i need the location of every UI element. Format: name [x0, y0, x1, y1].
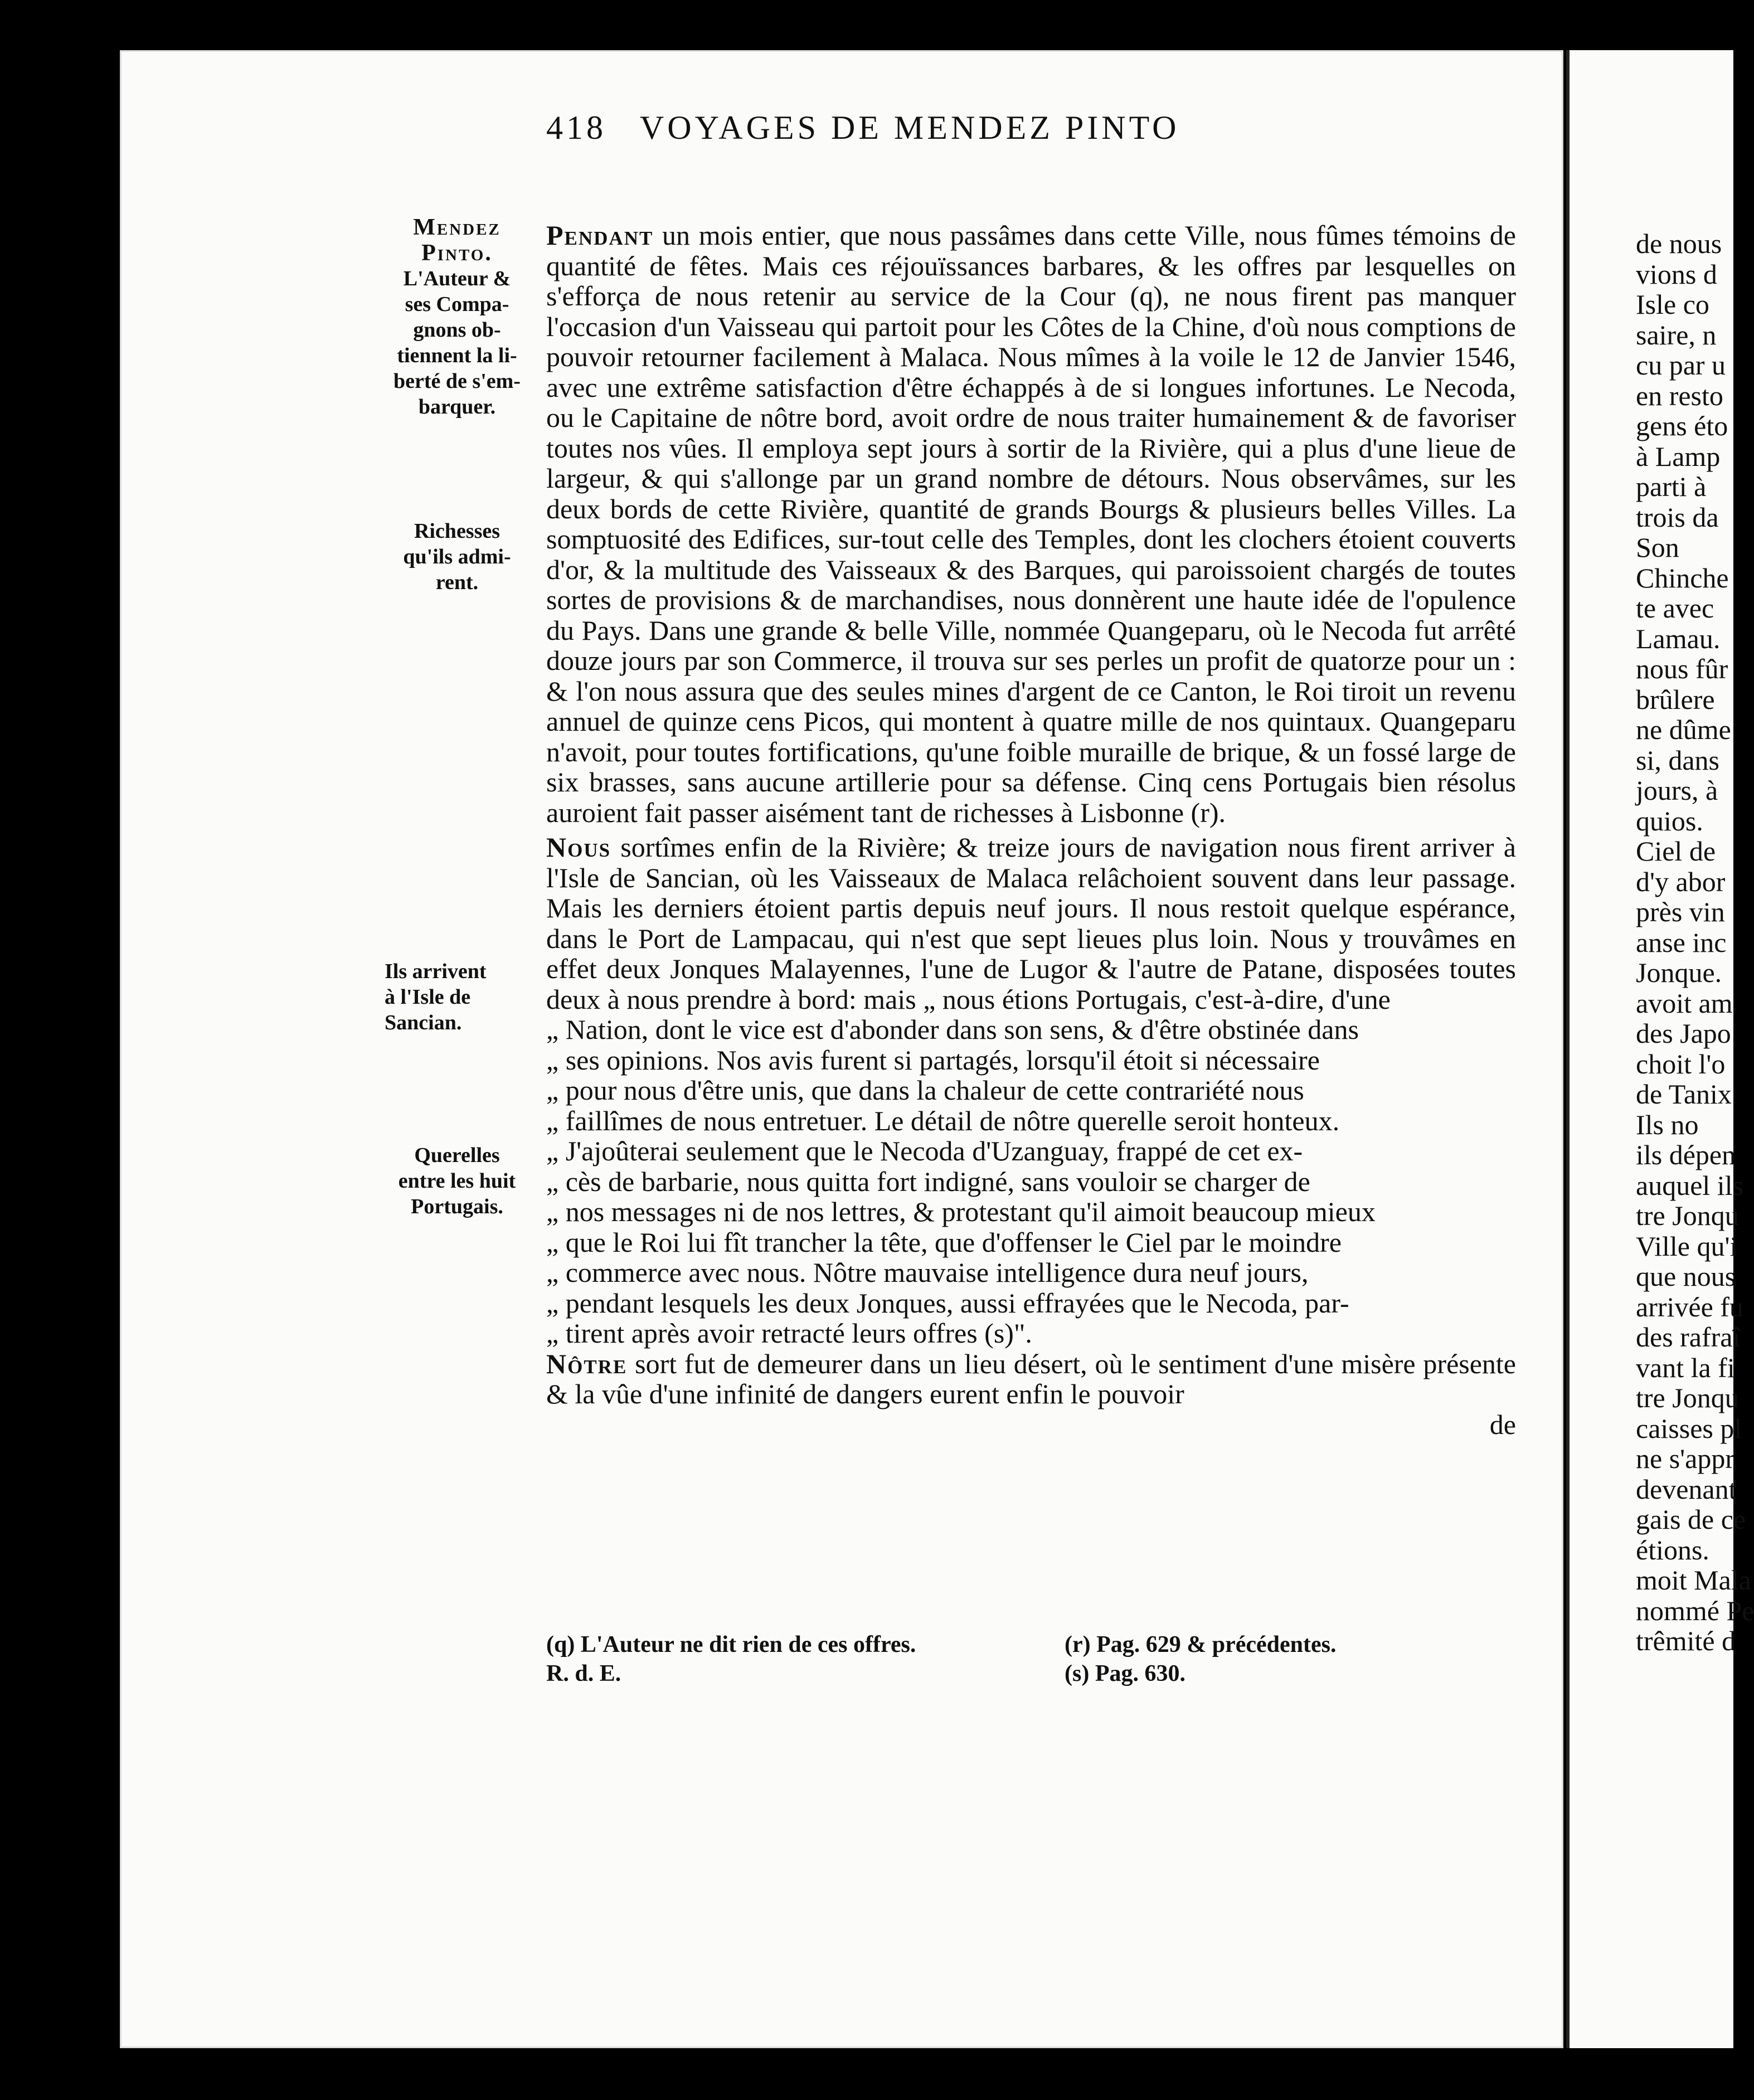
- quote-line: „ que le Roi lui fît trancher la tête, que d'offenser le Ciel par le moindre: [546, 1226, 1342, 1258]
- facing-page-line: jours, à: [1636, 775, 1718, 806]
- page-number: 418: [546, 109, 606, 146]
- facing-page-line: devenant: [1636, 1473, 1737, 1505]
- facing-page-line: moit Mala: [1636, 1564, 1751, 1596]
- quote-line: „ ses opinions. Nos avis furent si partagés, lorsqu'il étoit si nécessaire: [546, 1044, 1320, 1076]
- paragraph-text: un mois entier, que nous passâmes dans cette Ville, nous fûmes témoins de quantité de fêtes. Mais ces réjouïssances barbares, & les offres par lesquelles on s'efforça de nous retenir au service de la Cour (q), ne nous firent pas manquer l'occasion d'un Vaisseau qui partoit pour les Côtes de la Chine, d'où nous comptions de pouvoir retourner facilement à Malaca. Nous mîmes à la voile le 12 de Janvier 1546, avec une extrême satisfaction d'être échappés à de si longues infortunes. Le Necoda, ou le Capitaine de nôtre bord, avoit ordre de nous traiter humainement & de favoriser toutes nos vûes. Il employa sept jours à sortir de la Rivière, qui a plus d'une lieue de largeur, & qui s'allonge par un grand nombre de détours. Nous observâmes, sur les deux bords de cette Rivière, quantité de grands Bourgs & plusieurs belles Villes. La somptuosité des Edifices, sur-tout celle des Temples, dont les clochers étoient couverts d'or, & la multitude des Vaisseaux & des Barques, qui paroissoient chargés de toutes sortes de provisions & de marchandises, nous donnèrent une haute idée de l'opulence du Pays. Dans une grande & belle Ville, nommée Quangeparu, où le Necoda fut arrêté douze jours par son Commerce, il trouva sur ses perles un profit de quatorze pour un : & l'on nous assura que des seules mines d'argent de ce Canton, le Roi tiroit un revenu annuel de quinze cens Picos, qui montent à quatre mille de nos quintaux. Quangeparu n'avoit, pour toutes fortifications, qu'une foible muraille de brique, & un fossé large de six brasses, sans aucune artillerie pour sa défense. Cinq cens Portugais bien résolus auroient fait passer aisément tant de richesses à Lisbonne (r).: [546, 220, 1516, 828]
- facing-page-line: auquel ils: [1636, 1169, 1744, 1201]
- facing-page-line: Ciel de: [1636, 835, 1716, 867]
- main-text: [546, 220, 1516, 1440]
- facing-page-text: [1636, 228, 1754, 1656]
- facing-page-line: quios.: [1636, 805, 1703, 837]
- facing-page-line: près vin: [1636, 896, 1725, 927]
- paragraph-3: [546, 1349, 1516, 1409]
- facing-page-line: anse inc: [1636, 926, 1727, 958]
- facing-page-line: en resto: [1636, 380, 1723, 411]
- facing-page-line: parti à: [1636, 471, 1707, 502]
- facing-page-line: à Lamp: [1636, 440, 1721, 472]
- facing-page-line: gens éto: [1636, 410, 1728, 441]
- facing-page-line: te avec: [1636, 592, 1714, 624]
- quoted-passage: [546, 1014, 1516, 1349]
- margin-note-3: [373, 959, 552, 1036]
- facing-page-line: trois da: [1636, 501, 1719, 533]
- facing-page-line: Jonque.: [1636, 957, 1722, 988]
- margin-line: Mendez: [413, 215, 501, 240]
- margin-line: rent.: [435, 571, 479, 594]
- margin-line: ses Compa-: [405, 293, 509, 316]
- facing-page-line: tre Jonqu: [1636, 1200, 1739, 1231]
- footnote: (r) Pag. 629 & précédentes.: [1065, 1632, 1337, 1657]
- facing-page-line: Lamau.: [1636, 623, 1721, 654]
- facing-page-line: Ils no: [1636, 1109, 1699, 1140]
- facing-page-line: caisses pl: [1636, 1412, 1742, 1444]
- running-header: [546, 109, 1360, 147]
- paragraph-lead: Nôtre: [546, 1348, 628, 1379]
- paragraph-2: [546, 832, 1516, 1014]
- footnote: (q) L'Auteur ne dit rien de ces offres.: [546, 1632, 916, 1657]
- facing-page-line: des rafraî: [1636, 1321, 1741, 1353]
- paragraph-text: sortîmes enfin de la Rivière; & treize jours de navigation nous firent arriver à l'Isle de Sancian, où les Vaisseaux de Malaca relâchoient souvent dans leur passage. Mais les derniers étoient partis depuis neuf jours. Il nous restoit quelque espérance, dans le Port de Lampacau, qui n'est que sept lieues plus loin. Nous y trouvâmes en effet deux Jonques Malayennes, l'une de Lugor & l'autre de Patane, disposées toutes deux à nous prendre à bord: mais „ nous étions Portugais, c'est-à-dire, d'une: [546, 832, 1516, 1015]
- facing-page-line: choit l'o: [1636, 1048, 1726, 1080]
- facing-page-line: Chinche: [1636, 562, 1729, 594]
- margin-line: Richesses: [414, 519, 501, 543]
- margin-line: qu'ils admi-: [403, 545, 511, 568]
- margin-note-2: [373, 518, 541, 595]
- facing-page-line: cu par u: [1636, 349, 1726, 381]
- facing-page-line: tre Jonqu: [1636, 1382, 1739, 1413]
- quote-line: „ pour nous d'être unis, que dans la chaleur de cette contrariété nous: [546, 1075, 1304, 1106]
- facing-page-line: de Tanix: [1636, 1078, 1732, 1110]
- margin-line: berté de s'em-: [393, 370, 521, 393]
- paragraph-1: [546, 220, 1516, 828]
- facing-page-line: ne dûme: [1636, 714, 1731, 745]
- quote-line: „ pendant lesquels les deux Jonques, aussi effrayées que le Necoda, par-: [546, 1287, 1349, 1319]
- margin-line: Querelles: [414, 1144, 500, 1167]
- facing-page-line: gais de ce: [1636, 1504, 1746, 1535]
- footnote: R. d. E.: [546, 1661, 621, 1686]
- margin-line: Sancian.: [385, 1011, 462, 1034]
- margin-line: entre les huit: [398, 1169, 516, 1193]
- margin-line: L'Auteur &: [403, 267, 511, 290]
- quote-line: „ faillîmes de nous entretuer. Le détail de nôtre querelle seroit honteux.: [546, 1105, 1340, 1136]
- facing-page-line: étions.: [1636, 1534, 1709, 1566]
- quote-line: „ cès de barbarie, nous quitta fort indigné, sans vouloir se charger de: [546, 1165, 1310, 1197]
- facing-page-line: saire, n: [1636, 319, 1717, 351]
- facing-page-line: avoit am: [1636, 987, 1733, 1019]
- facing-page-line: Son: [1636, 532, 1679, 563]
- quote-line: „ nos messages ni de nos lettres, & protestant qu'il aimoit beaucoup mieux: [546, 1196, 1376, 1227]
- paragraph-lead: Pendant: [546, 220, 654, 251]
- margin-note-4: [373, 1143, 541, 1219]
- margin-line: Ils arrivent: [385, 960, 487, 983]
- paragraph-lead: Nous: [546, 832, 611, 863]
- margin-line: à l'Isle de: [385, 985, 471, 1009]
- facing-page-line: si, dans: [1636, 744, 1719, 776]
- footnotes-right: [1065, 1630, 1510, 1688]
- facing-page-line: que nous: [1636, 1261, 1736, 1292]
- margin-line: gnons ob-: [413, 318, 501, 342]
- page-title: VOYAGES DE MENDEZ PINTO: [639, 109, 1180, 146]
- facing-page-line: arrivée fu: [1636, 1291, 1743, 1323]
- quote-line: „ tirent après avoir retracté leurs offres (s)".: [546, 1318, 1032, 1349]
- margin-line: Pinto.: [421, 240, 493, 266]
- margin-line: tiennent la li-: [397, 344, 517, 367]
- facing-page-line: d'y abor: [1636, 866, 1726, 897]
- margin-line: Portugais.: [411, 1195, 503, 1218]
- facing-page-line: de nous: [1636, 228, 1722, 259]
- footnotes-left: [546, 1630, 1048, 1688]
- footnote: (s) Pag. 630.: [1065, 1661, 1185, 1686]
- facing-page-line: nous fûr: [1636, 653, 1728, 684]
- facing-page-line: brûlere: [1636, 683, 1715, 715]
- facing-page-line: trêmité d: [1636, 1625, 1736, 1656]
- facing-page-line: Isle co: [1636, 289, 1709, 320]
- facing-page-line: Ville qu'i: [1636, 1230, 1738, 1262]
- facing-page-line: des Japo: [1636, 1018, 1731, 1049]
- quote-line: „ commerce avec nous. Nôtre mauvaise intelligence dura neuf jours,: [546, 1257, 1309, 1288]
- facing-page-line: ne s'appr: [1636, 1443, 1735, 1474]
- quote-line: „ J'ajoûterai seulement que le Necoda d'Uzanguay, frappé de cet ex-: [546, 1135, 1303, 1166]
- facing-page-line: nommé Pe: [1636, 1595, 1754, 1626]
- quote-line: „ Nation, dont le vice est d'abonder dans son sens, & d'être obstinée dans: [546, 1014, 1359, 1045]
- catchword: de: [1489, 1408, 1516, 1440]
- margin-note-1: [373, 215, 541, 420]
- facing-page-line: ils dépen: [1636, 1139, 1736, 1170]
- paragraph-text: sort fut de demeurer dans un lieu désert, où le sentiment d'une misère présente & la vûe d'une infinité de dangers eurent enfin le pouvoir: [546, 1348, 1516, 1409]
- facing-page-line: vions d: [1636, 258, 1717, 290]
- margin-line: barquer.: [418, 395, 496, 419]
- facing-page-line: vant la fi: [1636, 1352, 1735, 1383]
